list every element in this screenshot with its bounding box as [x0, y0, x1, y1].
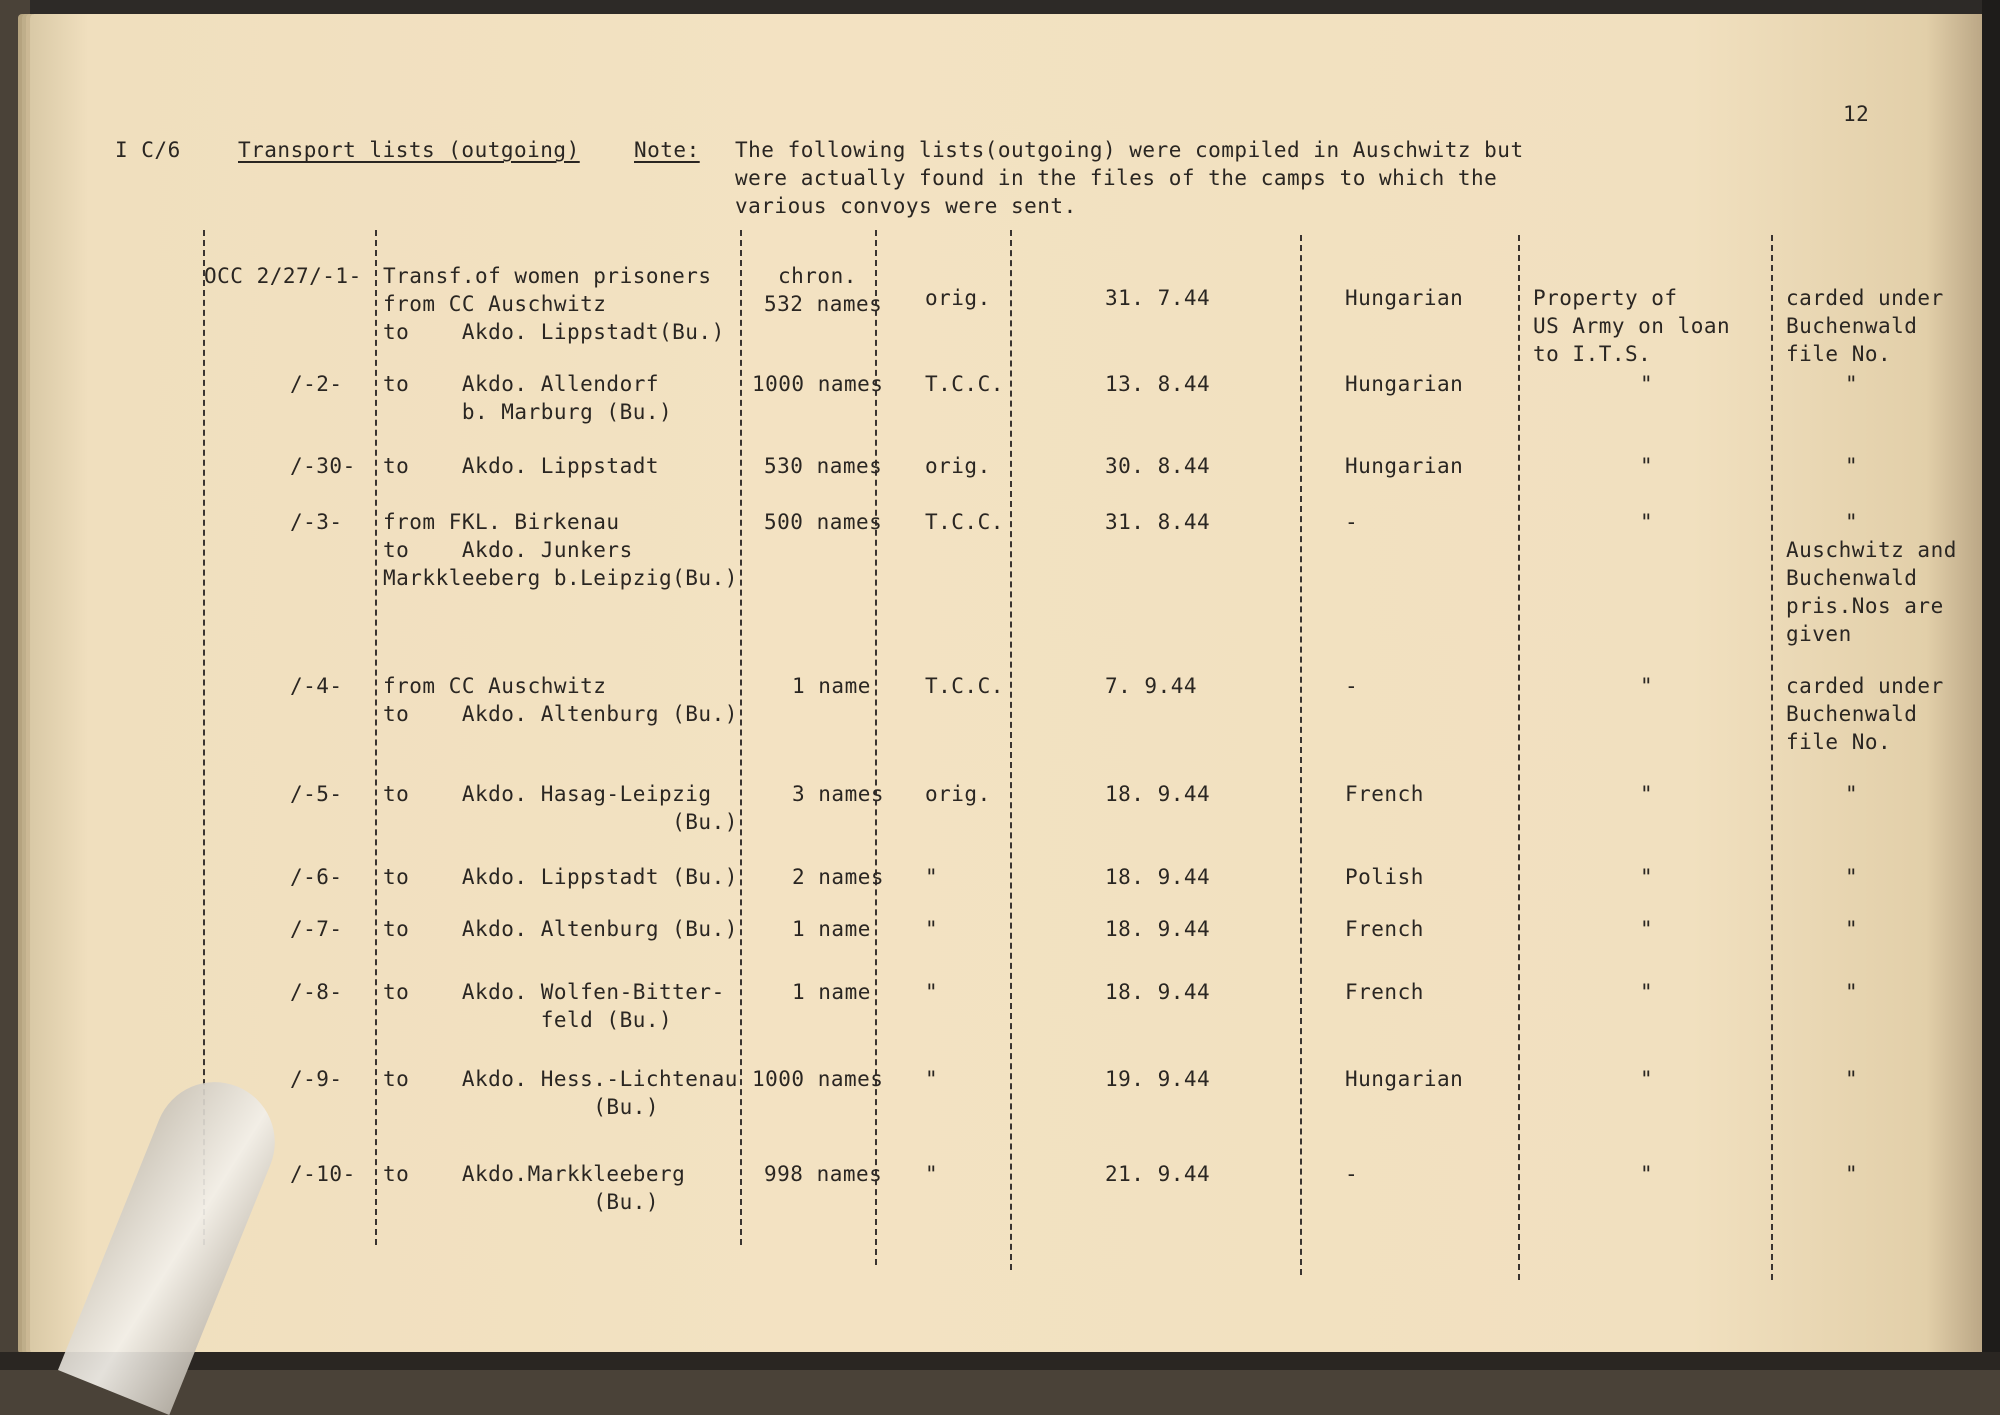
row-list-type: "	[925, 1162, 939, 1186]
row-route-line: (Bu.)	[383, 1095, 660, 1119]
row-route-line: to Akdo. Lippstadt	[383, 454, 660, 478]
column-divider	[740, 230, 742, 1245]
row-id: /-10-	[290, 1162, 356, 1186]
row-property: "	[1640, 980, 1654, 1004]
row-count: 1000 names	[752, 372, 884, 396]
row-count: 500 names	[764, 510, 883, 534]
row-id: /-9-	[290, 1067, 343, 1091]
row-route-line: (Bu.)	[383, 810, 738, 834]
row-nationality: -	[1345, 510, 1359, 534]
note-label: Note:	[634, 138, 700, 162]
row-route-line: from CC Auschwitz	[383, 674, 607, 698]
row-nationality: Hungarian	[1345, 454, 1464, 478]
row-remarks: carded under	[1786, 286, 1944, 310]
row-id: /-30-	[290, 454, 356, 478]
row-nationality: French	[1345, 782, 1424, 806]
section-code: I C/6	[115, 138, 181, 162]
row-list-type: T.C.C.	[925, 674, 1004, 698]
row-nationality: Polish	[1345, 865, 1424, 889]
column-divider	[1771, 235, 1773, 1280]
row-count: 2 names	[792, 865, 885, 889]
row-route-line: to Akdo. Hess.-Lichtenau	[383, 1067, 738, 1091]
row-nationality: Hungarian	[1345, 372, 1464, 396]
row-count: chron.	[778, 264, 857, 288]
note-line-1: The following lists(outgoing) were compiled in Auschwitz but	[735, 138, 1524, 162]
row-route-line: to Akdo. Lippstadt (Bu.)	[383, 865, 738, 889]
book-spine	[1982, 0, 2000, 1370]
bottom-edge	[0, 1352, 2000, 1370]
row-date: 18. 9.44	[1105, 917, 1211, 941]
page-number: 12	[1843, 102, 1870, 126]
note-line-3: various convoys were sent.	[735, 194, 1077, 218]
column-divider	[1518, 235, 1520, 1280]
row-id: /-5-	[290, 782, 343, 806]
row-remarks: "	[1845, 980, 1859, 1004]
row-route-line: from FKL. Birkenau	[383, 510, 620, 534]
row-remarks: Buchenwald	[1786, 702, 1918, 726]
row-id: /-2-	[290, 372, 343, 396]
row-property: "	[1640, 674, 1654, 698]
row-count: 1000 names	[752, 1067, 884, 1091]
row-property: "	[1640, 782, 1654, 806]
column-divider	[1010, 230, 1012, 1270]
row-remarks: Buchenwald	[1786, 314, 1918, 338]
row-list-type: orig.	[925, 286, 991, 310]
row-route-line: to Akdo. Junkers	[383, 538, 633, 562]
row-property: "	[1640, 917, 1654, 941]
row-route-line: to Akdo. Allendorf	[383, 372, 660, 396]
row-route-line: to Akdo.Markkleeberg	[383, 1162, 686, 1186]
row-count: 1 name	[792, 980, 871, 1004]
row-list-type: "	[925, 1067, 939, 1091]
row-remarks: "	[1845, 454, 1859, 478]
row-count: 532 names	[764, 292, 883, 316]
row-count: 998 names	[764, 1162, 883, 1186]
row-count: 1 name	[792, 917, 871, 941]
row-remarks: "	[1845, 1067, 1859, 1091]
row-nationality: French	[1345, 980, 1424, 1004]
row-route-line: Markkleeberg b.Leipzig(Bu.)	[383, 566, 738, 590]
section-title: Transport lists (outgoing)	[238, 138, 580, 162]
row-property: to I.T.S.	[1533, 342, 1652, 366]
row-date: 31. 8.44	[1105, 510, 1211, 534]
row-list-type: orig.	[925, 782, 991, 806]
row-property: US Army on loan	[1533, 314, 1731, 338]
row-route-line: to Akdo. Wolfen-Bitter-	[383, 980, 725, 1004]
row-count: 3 names	[792, 782, 885, 806]
row-remarks: "	[1845, 1162, 1859, 1186]
row-remarks: given	[1786, 622, 1852, 646]
row-property: "	[1640, 372, 1654, 396]
row-date: 7. 9.44	[1105, 674, 1198, 698]
row-date: 18. 9.44	[1105, 980, 1211, 1004]
row-route-line: b. Marburg (Bu.)	[383, 400, 673, 424]
row-property: "	[1640, 865, 1654, 889]
row-id: OCC 2/27/-1-	[204, 264, 362, 288]
row-route-line: Transf.of women prisoners	[383, 264, 712, 288]
row-date: 19. 9.44	[1105, 1067, 1211, 1091]
row-nationality: French	[1345, 917, 1424, 941]
row-nationality: Hungarian	[1345, 1067, 1464, 1091]
row-date: 13. 8.44	[1105, 372, 1211, 396]
row-nationality: -	[1345, 1162, 1359, 1186]
row-remarks: "	[1845, 510, 1859, 534]
row-route-line: to Akdo. Altenburg (Bu.)	[383, 702, 738, 726]
row-nationality: -	[1345, 674, 1359, 698]
row-remarks: file No.	[1786, 342, 1892, 366]
column-divider	[1300, 235, 1302, 1275]
row-property: "	[1640, 510, 1654, 534]
row-route-line: feld (Bu.)	[383, 1008, 673, 1032]
row-count: 1 name	[792, 674, 871, 698]
row-remarks: Buchenwald	[1786, 566, 1918, 590]
row-property: Property of	[1533, 286, 1678, 310]
row-remarks: file No.	[1786, 730, 1892, 754]
column-divider	[375, 230, 377, 1245]
row-count: 530 names	[764, 454, 883, 478]
row-route-line: to Akdo. Altenburg (Bu.)	[383, 917, 738, 941]
row-list-type: "	[925, 917, 939, 941]
row-list-type: "	[925, 865, 939, 889]
row-remarks: pris.Nos are	[1786, 594, 1944, 618]
row-date: 18. 9.44	[1105, 782, 1211, 806]
row-route-line: to Akdo. Lippstadt(Bu.)	[383, 320, 725, 344]
row-remarks: "	[1845, 782, 1859, 806]
row-remarks: "	[1845, 865, 1859, 889]
row-route-line: from CC Auschwitz	[383, 292, 607, 316]
row-id: /-7-	[290, 917, 343, 941]
row-nationality: Hungarian	[1345, 286, 1464, 310]
row-remarks: Auschwitz and	[1786, 538, 1957, 562]
row-list-type: "	[925, 980, 939, 1004]
row-id: /-4-	[290, 674, 343, 698]
row-date: 31. 7.44	[1105, 286, 1211, 310]
row-route-line: (Bu.)	[383, 1190, 660, 1214]
row-id: /-8-	[290, 980, 343, 1004]
note-line-2: were actually found in the files of the camps to which the	[735, 166, 1498, 190]
row-list-type: T.C.C.	[925, 372, 1004, 396]
row-property: "	[1640, 454, 1654, 478]
row-remarks: carded under	[1786, 674, 1944, 698]
row-property: "	[1640, 1067, 1654, 1091]
row-remarks: "	[1845, 372, 1859, 396]
row-route-line: to Akdo. Hasag-Leipzig	[383, 782, 712, 806]
row-id: /-6-	[290, 865, 343, 889]
row-remarks: "	[1845, 917, 1859, 941]
row-list-type: orig.	[925, 454, 991, 478]
row-date: 18. 9.44	[1105, 865, 1211, 889]
row-id: /-3-	[290, 510, 343, 534]
row-date: 21. 9.44	[1105, 1162, 1211, 1186]
row-date: 30. 8.44	[1105, 454, 1211, 478]
row-property: "	[1640, 1162, 1654, 1186]
row-list-type: T.C.C.	[925, 510, 1004, 534]
